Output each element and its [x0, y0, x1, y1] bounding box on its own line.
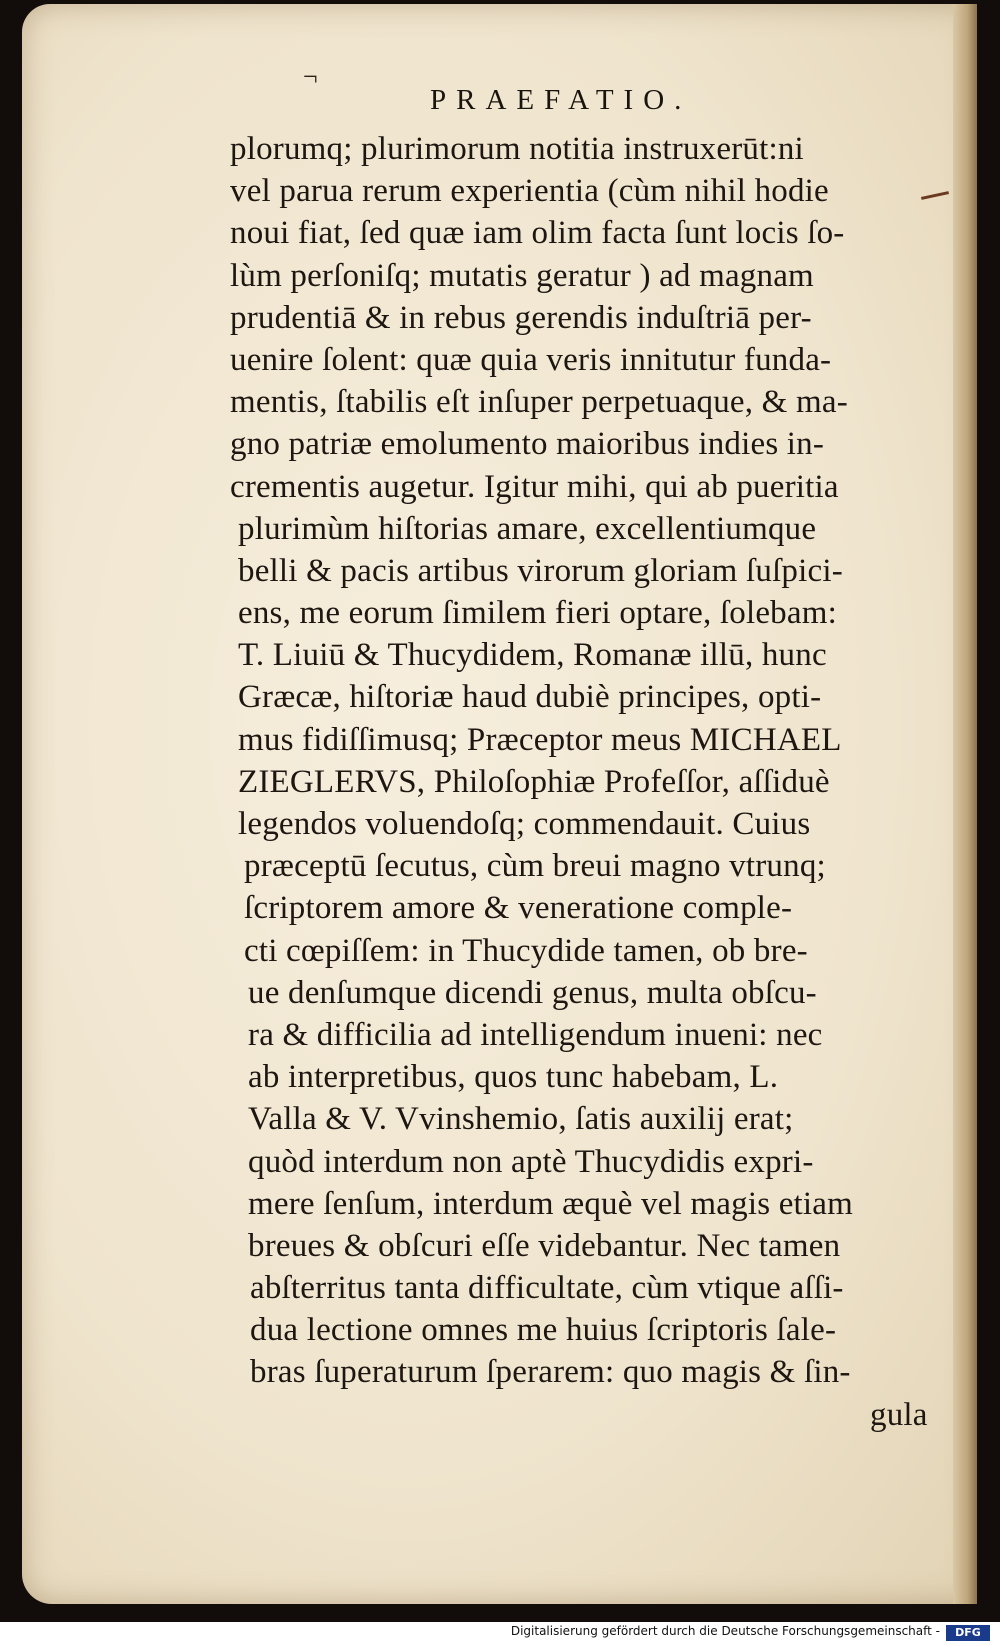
text-line: plorumq; plurimorum notitia instruxerūt:ni: [230, 131, 804, 167]
text-line: uenire ſolent: quæ quia veris innitutur funda-: [230, 341, 832, 378]
signature-mark: ¬: [303, 62, 318, 91]
text-line: ue denſumque dicendi genus, multa obſcu-: [248, 974, 817, 1011]
text-line: quòd interdum non aptè Thucydidis expri-: [248, 1143, 814, 1180]
text-line: noui fiat, ſed quæ iam olim facta ſunt locis ſo-: [230, 215, 845, 252]
running-header: PRAEFATIO.: [430, 84, 692, 116]
funding-notice: Digitalisierung gefördert durch die Deutsche Forschungsgemeinschaft -: [510, 1624, 940, 1638]
text-line: præceptū ſecutus, cùm breui magno vtrunq;: [244, 848, 826, 885]
text-line: breues & obſcuri eſſe videbantur. Nec tamen: [248, 1227, 841, 1264]
text-line: legendos voluendoſq; commendauit. Cuius: [238, 806, 811, 842]
text-line: T. Liuiū & Thucydidem, Romanæ illū, hunc: [238, 637, 827, 674]
text-line: mentis, ſtabilis eſt inſuper perpetuaque, & ma-: [230, 384, 848, 421]
text-line: bras ſuperaturum ſperarem: quo magis & ſin-: [250, 1354, 851, 1391]
text-line: ſcriptorem amore & veneratione comple-: [244, 890, 793, 927]
text-line: abſterritus tanta difficultate, cùm vtique aſſi-: [250, 1270, 844, 1307]
text-line: ab interpretibus, quos tunc habebam, L.: [248, 1059, 779, 1096]
text-line: crementis augetur. Igitur mihi, qui ab pueritia: [230, 468, 839, 505]
text-line: prudentiā & in rebus gerendis induſtriā per-: [230, 299, 812, 336]
text-line: plurimùm hiſtorias amare, excellentiumque: [238, 510, 817, 547]
text-line: belli & pacis artibus virorum gloriam ſuſpici-: [238, 552, 843, 589]
text-line: mere ſenſum, interdum æquè vel magis etiam: [248, 1185, 853, 1222]
text-line: Græcæ, hiſtoriæ haud dubiè principes, opti-: [238, 679, 822, 716]
footer-bar: [0, 1622, 1000, 1646]
text-line: ens, me eorum ſimilem fieri optare, ſolebam:: [238, 595, 837, 632]
dfg-logo: DFG: [946, 1625, 990, 1641]
text-line: mus fidiſſimusq; Præceptor meus MICHAEL: [238, 721, 842, 758]
text-line: Valla & V. Vvinshemio, ſatis auxilij erat;: [248, 1101, 794, 1138]
text-line: ZIEGLERVS, Philoſophiæ Profeſſor, aſſiduè: [238, 763, 830, 800]
body-text: [230, 128, 950, 1436]
text-line: lùm perſoniſq; mutatis geratur ) ad magnam: [230, 257, 814, 294]
text-line: cti cœpiſſem: in Thucydide tamen, ob bre-: [244, 932, 808, 969]
text-line: gno patriæ emolumento maioribus indies in-: [230, 426, 825, 463]
text-line: vel parua rerum experientia (cùm nihil hodie: [230, 173, 829, 210]
text-line: ra & difficilia ad intelligendum inueni: nec: [248, 1016, 823, 1053]
catchword: gula: [870, 1396, 928, 1433]
text-line: dua lectione omnes me huius ſcriptoris ſale-: [250, 1312, 837, 1349]
page-edge: [953, 4, 977, 1604]
